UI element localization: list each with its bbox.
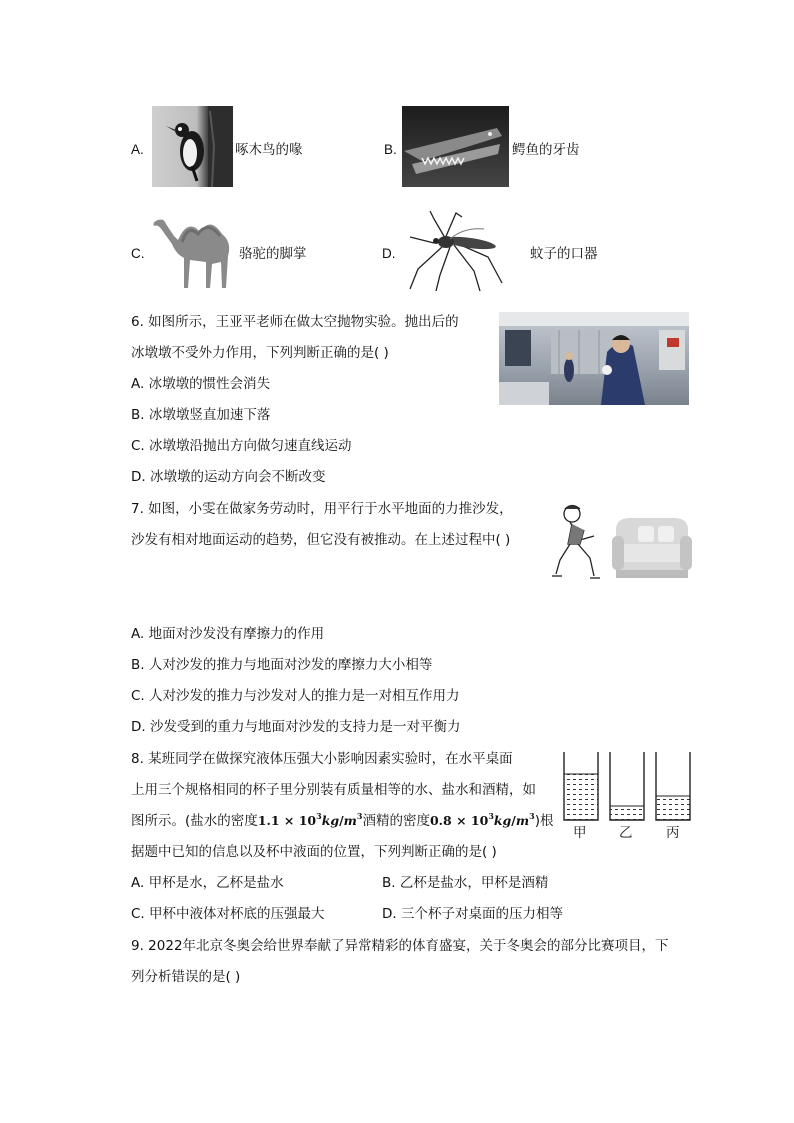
q6-stem-line2: 冰墩墩不受外力作用，下列判断正确的是( ) — [131, 345, 389, 361]
q8-option-d: D. 三个杯子对桌面的压力相等 — [382, 906, 563, 922]
cups-diagram — [560, 752, 692, 844]
q8-stem-line3-b: 酒精的密度 — [362, 813, 430, 829]
space-station-image — [499, 312, 689, 405]
q8-option-a: A. 甲杯是水，乙杯是盐水 — [131, 875, 284, 891]
q5-option-d-letter: D. — [382, 246, 396, 261]
q5-option-c-text: 骆驼的脚掌 — [239, 246, 307, 262]
cup-jia — [564, 752, 598, 820]
q5-option-d-text: 蚊子的口器 — [530, 246, 598, 262]
woodpecker-image — [152, 106, 233, 187]
q6-option-b: B. 冰墩墩竖直加速下落 — [131, 407, 271, 423]
q6-stem-line1: 6. 如图所示，王亚平老师在做太空抛物实验。抛出后的 — [131, 314, 459, 330]
q8-stem-line3-c: )根 — [534, 813, 554, 829]
q6-option-c: C. 冰墩墩沿抛出方向做匀速直线运动 — [131, 438, 352, 454]
alcohol-density-formula: $0.8 \times 10^3kg/m^3$ — [429, 811, 535, 828]
q8-option-c: C. 甲杯中液体对杯底的压强最大 — [131, 906, 325, 922]
q7-stem-line2: 沙发有相对地面运动的趋势，但它没有被推动。在上述过程中( ) — [131, 532, 511, 548]
cup-yi — [610, 752, 644, 820]
q8-stem-line3-a: 图所示。(盐水的密度 — [131, 813, 258, 829]
q6-option-d: D. 冰墩墩的运动方向会不断改变 — [131, 469, 326, 485]
q8-stem-line2: 上用三个规格相同的杯子里分别装有质量相等的水、盐水和酒精，如 — [131, 782, 536, 798]
cup-bing — [656, 752, 690, 820]
q8-stem-line1: 8. 某班同学在做探究液体压强大小影响因素实验时，在水平桌面 — [131, 751, 513, 767]
cup-label-bing: 丙 — [666, 825, 680, 841]
q7-option-a: A. 地面对沙发没有摩擦力的作用 — [131, 626, 325, 642]
cup-label-jia: 甲 — [573, 825, 587, 841]
mosquito-image — [404, 209, 526, 291]
q5-option-a-letter: A. — [131, 142, 144, 157]
q7-option-c: C. 人对沙发的推力与沙发对人的推力是一对相互作用力 — [131, 688, 460, 704]
q6-option-a: A. 冰墩墩的惯性会消失 — [131, 376, 271, 392]
q7-stem-line1: 7. 如图，小雯在做家务劳动时，用平行于水平地面的力推沙发， — [131, 501, 513, 517]
q5-option-b-text: 鳄鱼的牙齿 — [512, 142, 580, 158]
q5-option-a-text: 啄木鸟的喙 — [235, 142, 303, 158]
crocodile-image — [402, 106, 509, 187]
q5-option-c-letter: C. — [131, 246, 145, 261]
q5-option-b-letter: B. — [384, 142, 397, 157]
push-sofa-image — [550, 500, 692, 584]
q8-stem-line3 — [131, 812, 553, 830]
q8-option-b: B. 乙杯是盐水，甲杯是酒精 — [382, 875, 549, 891]
q7-option-d: D. 沙发受到的重力与地面对沙发的支持力是一对平衡力 — [131, 719, 461, 735]
salt-density-formula: $1.1 \times 10^3kg/m^3$ — [257, 811, 363, 828]
q7-option-b: B. 人对沙发的推力与地面对沙发的摩擦力大小相等 — [131, 657, 433, 673]
q9-stem-line2: 列分析错误的是( ) — [131, 969, 241, 985]
cup-label-yi: 乙 — [619, 825, 633, 841]
q9-stem-line1: 9. 2022年北京冬奥会给世界奉献了异常精彩的体育盛宴，关于冬奥会的部分比赛项目，下 — [131, 938, 669, 954]
q8-stem-line4: 据题中已知的信息以及杯中液面的位置，下列判断正确的是( ) — [131, 844, 497, 860]
camel-image — [150, 210, 237, 292]
